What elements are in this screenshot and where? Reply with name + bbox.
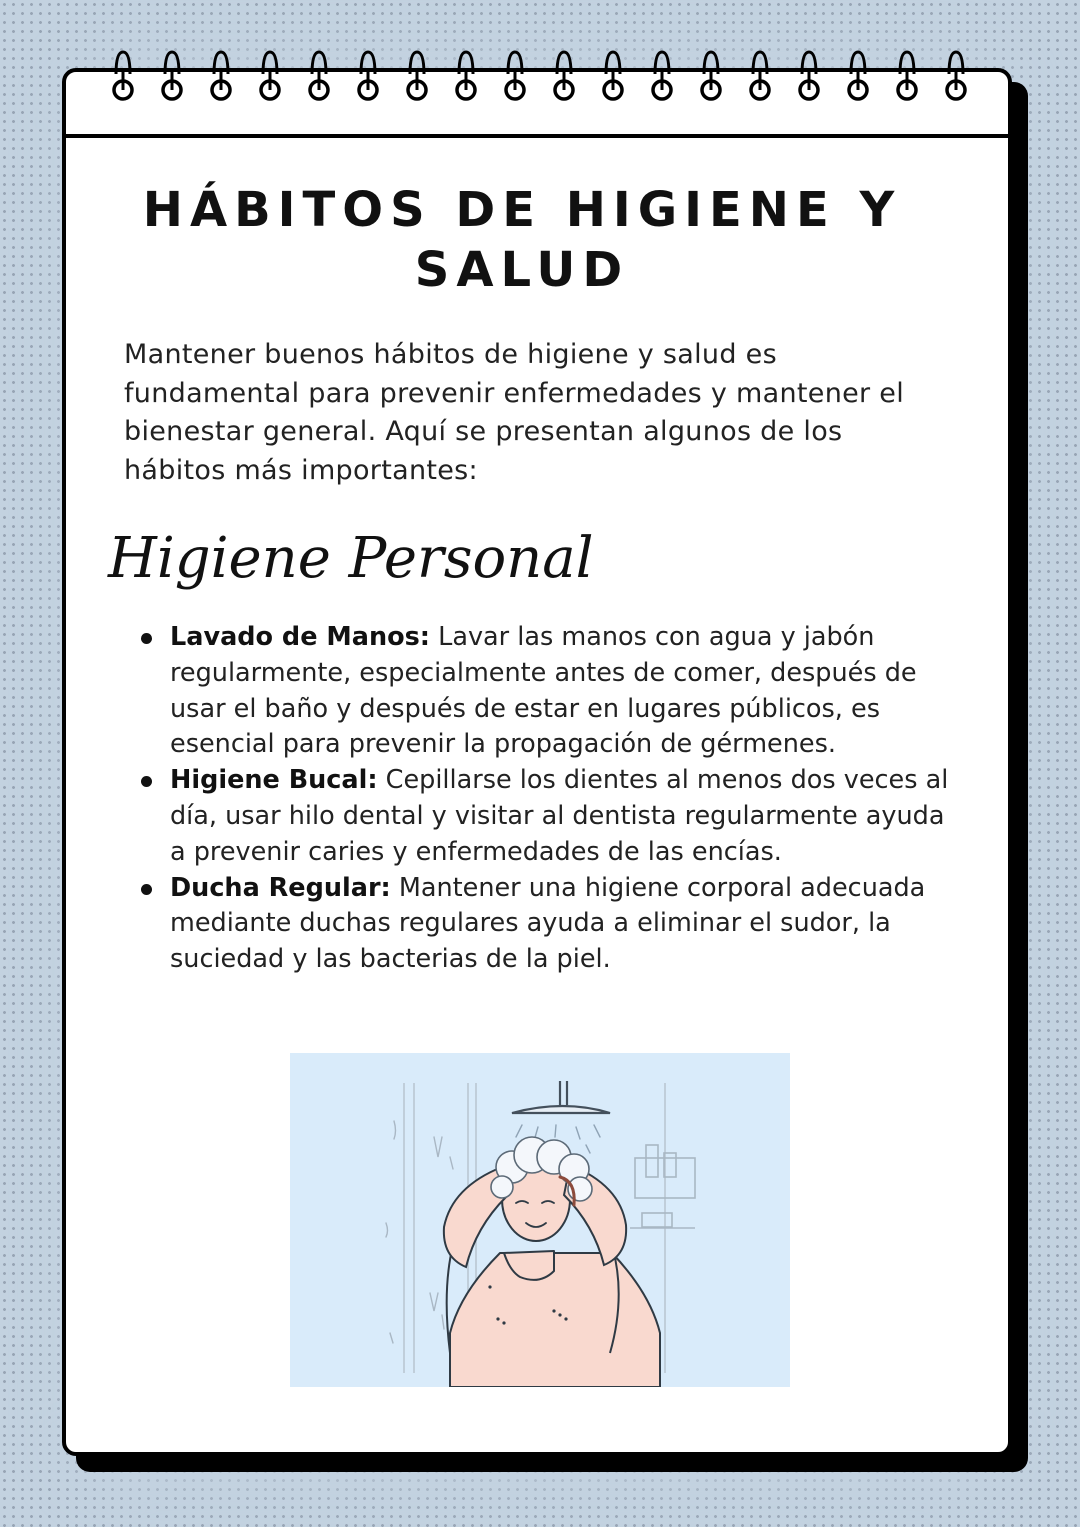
spiral-ring-icon: [845, 50, 871, 106]
habit-list: [170, 620, 950, 978]
habit-label: Ducha Regular:: [170, 872, 391, 903]
spiral-ring-icon: [257, 50, 283, 106]
spiral-ring-icon: [404, 50, 430, 106]
spiral-ring-icon: [649, 50, 675, 106]
person-showering-icon: [290, 1053, 790, 1387]
spiral-ring-icon: [943, 50, 969, 106]
notebook-header-line: [66, 134, 1008, 138]
spiral-ring-icon: [453, 50, 479, 106]
intro-paragraph: Mantener buenos hábitos de higiene y salud es fundamental para prevenir enfermedades y mantener el bienestar general. Aquí se presentan algunos de los hábitos más importantes:: [124, 339, 905, 486]
spiral-ring-icon: [747, 50, 773, 106]
habit-item-oral-hygiene: [170, 763, 950, 870]
spiral-ring-icon: [796, 50, 822, 106]
habit-label: Lavado de Manos:: [170, 622, 430, 652]
page-title: HÁBITOS DE HIGIENE Y SALUD: [142, 182, 902, 298]
spiral-ring-icon: [502, 50, 528, 106]
spiral-ring-icon: [600, 50, 626, 106]
bullet-icon: [141, 633, 152, 644]
spiral-ring-icon: [551, 50, 577, 106]
habit-item-shower: [170, 871, 950, 978]
spiral-ring-icon: [110, 50, 136, 106]
spiral-ring-icon: [894, 50, 920, 106]
habit-text: Lavar las manos con agua y jabón regularmente, especialmente antes de comer, después de usar el baño y después de estar en lugares públicos, es esencial para prevenir la propagación de gérmenes.: [170, 622, 917, 760]
spiral-ring-icon: [355, 50, 381, 106]
spiral-ring-icon: [306, 50, 332, 106]
habit-text: Cepillarse los dientes al menos dos veces al día, usar hilo dental y visitar al dentista regularmente ayuda a prevenir caries y enfermedades de las encías.: [170, 765, 949, 867]
habit-text: Mantener una higiene corporal adecuada mediante duchas regulares ayuda a eliminar el sudor, la suciedad y las bacterias de la piel.: [170, 872, 926, 975]
habit-item-hand-washing: [170, 620, 950, 763]
spiral-ring-icon: [698, 50, 724, 106]
section-title: Higiene Personal: [108, 526, 594, 591]
habit-label: Higiene Bucal:: [170, 765, 378, 796]
spiral-ring-icon: [208, 50, 234, 106]
bullet-icon: [141, 884, 152, 895]
spiral-ring-icon: [159, 50, 185, 106]
